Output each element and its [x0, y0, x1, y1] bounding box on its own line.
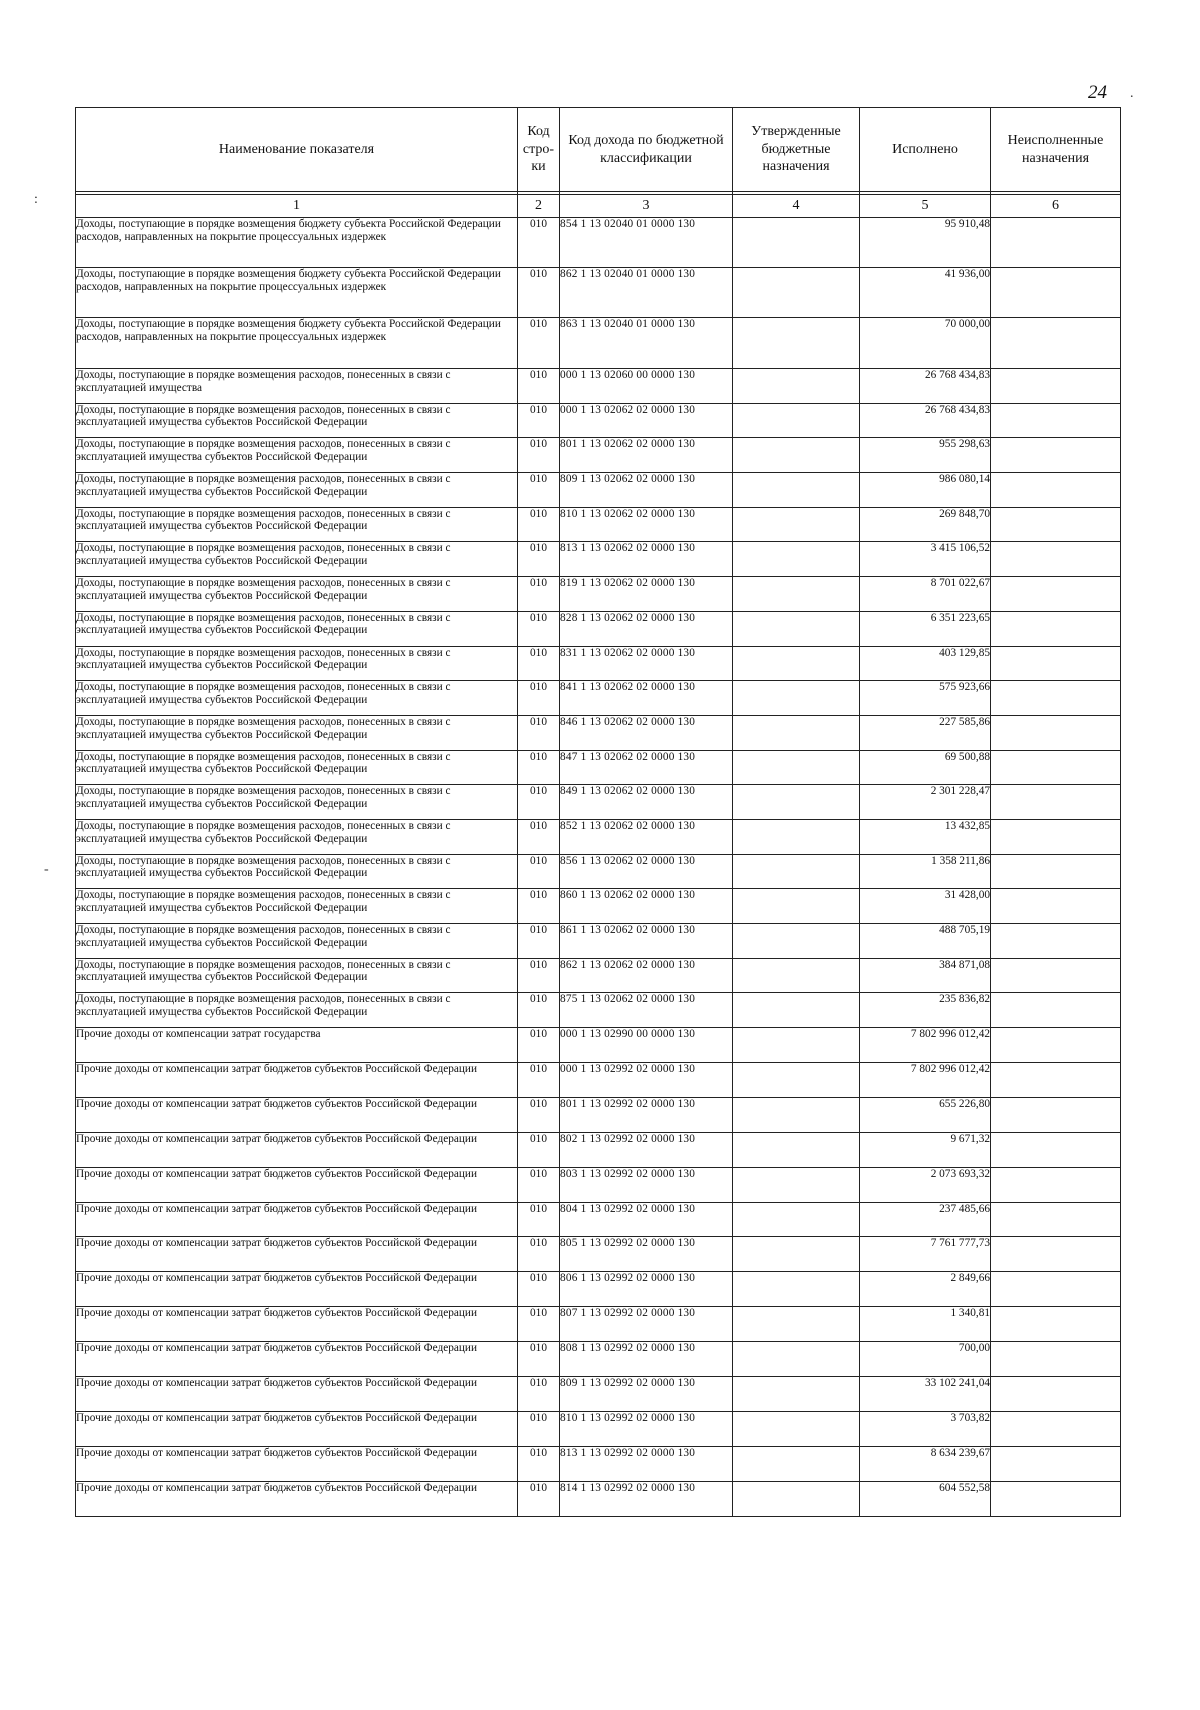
indicator-name-cell: Доходы, поступающие в порядке возмещения расходов, понесенных в связи с эксплуатацией имущества: [76, 369, 518, 404]
indicator-name-cell: Доходы, поступающие в порядке возмещения бюджету субъекта Российской Федерации расходов, направленных на покрытие процессуальных издержек: [76, 218, 518, 268]
income-code-cell: 828 1 13 02062 02 0000 130: [560, 611, 733, 646]
executed-cell: 26 768 434,83: [860, 403, 991, 438]
income-code-cell: 854 1 13 02040 01 0000 130: [560, 218, 733, 268]
approved-cell: [733, 369, 860, 404]
approved-cell: [733, 1446, 860, 1481]
executed-cell: 41 936,00: [860, 268, 991, 318]
indicator-name-cell: Доходы, поступающие в порядке возмещения расходов, понесенных в связи с эксплуатацией имущества субъектов Российской Федерации: [76, 473, 518, 508]
approved-cell: [733, 542, 860, 577]
line-code-cell: 010: [518, 854, 560, 889]
income-code-cell: 810 1 13 02062 02 0000 130: [560, 507, 733, 542]
column-headers: [76, 108, 1121, 192]
income-code-cell: 807 1 13 02992 02 0000 130: [560, 1307, 733, 1342]
table-row: [76, 993, 1121, 1028]
approved-cell: [733, 438, 860, 473]
unexecuted-cell: [991, 1376, 1121, 1411]
table-row: [76, 1307, 1121, 1342]
approved-cell: [733, 268, 860, 318]
executed-cell: 9 671,32: [860, 1132, 991, 1167]
unexecuted-cell: [991, 646, 1121, 681]
approved-cell: [733, 1376, 860, 1411]
income-code-cell: 000 1 13 02062 02 0000 130: [560, 403, 733, 438]
line-code-cell: 010: [518, 369, 560, 404]
executed-cell: 26 768 434,83: [860, 369, 991, 404]
income-code-cell: 860 1 13 02062 02 0000 130: [560, 889, 733, 924]
column-numbers: [76, 195, 1121, 218]
line-code-cell: 010: [518, 1481, 560, 1516]
unexecuted-cell: [991, 1307, 1121, 1342]
indicator-name-cell: Доходы, поступающие в порядке возмещения расходов, понесенных в связи с эксплуатацией имущества субъектов Российской Федерации: [76, 993, 518, 1028]
line-code-cell: 010: [518, 1237, 560, 1272]
executed-cell: 69 500,88: [860, 750, 991, 785]
indicator-name-cell: Прочие доходы от компенсации затрат бюджетов субъектов Российской Федерации: [76, 1446, 518, 1481]
unexecuted-cell: [991, 611, 1121, 646]
indicator-name-cell: Прочие доходы от компенсации затрат бюджетов субъектов Российской Федерации: [76, 1481, 518, 1516]
unexecuted-cell: [991, 1167, 1121, 1202]
income-code-cell: 813 1 13 02062 02 0000 130: [560, 542, 733, 577]
table-row: [76, 1376, 1121, 1411]
unexecuted-cell: [991, 715, 1121, 750]
table-row: [76, 1446, 1121, 1481]
executed-cell: 955 298,63: [860, 438, 991, 473]
executed-cell: 2 073 693,32: [860, 1167, 991, 1202]
table-row: [76, 1028, 1121, 1063]
executed-cell: 227 585,86: [860, 715, 991, 750]
unexecuted-cell: [991, 268, 1121, 318]
executed-cell: 269 848,70: [860, 507, 991, 542]
line-code-cell: 010: [518, 542, 560, 577]
table-row: [76, 646, 1121, 681]
executed-cell: 33 102 241,04: [860, 1376, 991, 1411]
executed-cell: 384 871,08: [860, 958, 991, 993]
line-code-cell: 010: [518, 1307, 560, 1342]
income-code-cell: 852 1 13 02062 02 0000 130: [560, 819, 733, 854]
table-row: [76, 1167, 1121, 1202]
table-row: [76, 611, 1121, 646]
approved-cell: [733, 1342, 860, 1377]
column-number: 2: [518, 195, 560, 218]
column-header-approved: Утвержденные бюджетные назначения: [733, 108, 860, 192]
indicator-name-cell: Прочие доходы от компенсации затрат бюджетов субъектов Российской Федерации: [76, 1376, 518, 1411]
approved-cell: [733, 1097, 860, 1132]
unexecuted-cell: [991, 1028, 1121, 1063]
unexecuted-cell: [991, 473, 1121, 508]
indicator-name-cell: Доходы, поступающие в порядке возмещения расходов, понесенных в связи с эксплуатацией имущества субъектов Российской Федерации: [76, 819, 518, 854]
line-code-cell: 010: [518, 438, 560, 473]
executed-cell: 235 836,82: [860, 993, 991, 1028]
executed-cell: 655 226,80: [860, 1097, 991, 1132]
approved-cell: [733, 1481, 860, 1516]
income-code-cell: 809 1 13 02062 02 0000 130: [560, 473, 733, 508]
executed-cell: 1 340,81: [860, 1307, 991, 1342]
line-code-cell: 010: [518, 268, 560, 318]
income-code-cell: 803 1 13 02992 02 0000 130: [560, 1167, 733, 1202]
approved-cell: [733, 1272, 860, 1307]
unexecuted-cell: [991, 403, 1121, 438]
column-header-income-code: Код дохода по бюджетной классификации: [560, 108, 733, 192]
line-code-cell: 010: [518, 1411, 560, 1446]
unexecuted-cell: [991, 889, 1121, 924]
executed-cell: 237 485,66: [860, 1202, 991, 1237]
indicator-name-cell: Прочие доходы от компенсации затрат бюджетов субъектов Российской Федерации: [76, 1062, 518, 1097]
approved-cell: [733, 1307, 860, 1342]
indicator-name-cell: Доходы, поступающие в порядке возмещения расходов, понесенных в связи с эксплуатацией имущества субъектов Российской Федерации: [76, 854, 518, 889]
income-code-cell: 841 1 13 02062 02 0000 130: [560, 681, 733, 716]
indicator-name-cell: Доходы, поступающие в порядке возмещения расходов, понесенных в связи с эксплуатацией имущества субъектов Российской Федерации: [76, 438, 518, 473]
executed-cell: 700,00: [860, 1342, 991, 1377]
indicator-name-cell: Доходы, поступающие в порядке возмещения расходов, понесенных в связи с эксплуатацией имущества субъектов Российской Федерации: [76, 611, 518, 646]
income-code-cell: 000 1 13 02060 00 0000 130: [560, 369, 733, 404]
table-row: [76, 318, 1121, 369]
line-code-cell: 010: [518, 958, 560, 993]
line-code-cell: 010: [518, 993, 560, 1028]
income-code-cell: 801 1 13 02062 02 0000 130: [560, 438, 733, 473]
income-code-cell: 801 1 13 02992 02 0000 130: [560, 1097, 733, 1132]
unexecuted-cell: [991, 218, 1121, 268]
indicator-name-cell: Прочие доходы от компенсации затрат бюджетов субъектов Российской Федерации: [76, 1411, 518, 1446]
executed-cell: 488 705,19: [860, 924, 991, 959]
line-code-cell: 010: [518, 1202, 560, 1237]
executed-cell: 7 761 777,73: [860, 1237, 991, 1272]
line-code-cell: 010: [518, 1272, 560, 1307]
table-row: [76, 1097, 1121, 1132]
unexecuted-cell: [991, 318, 1121, 369]
indicator-name-cell: Доходы, поступающие в порядке возмещения бюджету субъекта Российской Федерации расходов, направленных на покрытие процессуальных издержек: [76, 318, 518, 369]
table-row: [76, 577, 1121, 612]
line-code-cell: 010: [518, 785, 560, 820]
line-code-cell: 010: [518, 318, 560, 369]
approved-cell: [733, 924, 860, 959]
approved-cell: [733, 785, 860, 820]
executed-cell: 7 802 996 012,42: [860, 1062, 991, 1097]
income-code-cell: 862 1 13 02062 02 0000 130: [560, 958, 733, 993]
margin-mark: :: [34, 192, 38, 207]
indicator-name-cell: Доходы, поступающие в порядке возмещения бюджету субъекта Российской Федерации расходов, направленных на покрытие процессуальных издержек: [76, 268, 518, 318]
indicator-name-cell: Доходы, поступающие в порядке возмещения расходов, понесенных в связи с эксплуатацией имущества субъектов Российской Федерации: [76, 785, 518, 820]
unexecuted-cell: [991, 577, 1121, 612]
table-row: [76, 403, 1121, 438]
line-code-cell: 010: [518, 1132, 560, 1167]
line-code-cell: 010: [518, 924, 560, 959]
table-row: [76, 1202, 1121, 1237]
income-code-cell: 831 1 13 02062 02 0000 130: [560, 646, 733, 681]
line-code-cell: 010: [518, 1028, 560, 1063]
approved-cell: [733, 1237, 860, 1272]
unexecuted-cell: [991, 681, 1121, 716]
executed-cell: 575 923,66: [860, 681, 991, 716]
executed-cell: 2 301 228,47: [860, 785, 991, 820]
approved-cell: [733, 1132, 860, 1167]
approved-cell: [733, 819, 860, 854]
executed-cell: 3 703,82: [860, 1411, 991, 1446]
line-code-cell: 010: [518, 646, 560, 681]
indicator-name-cell: Доходы, поступающие в порядке возмещения расходов, понесенных в связи с эксплуатацией имущества субъектов Российской Федерации: [76, 403, 518, 438]
executed-cell: 2 849,66: [860, 1272, 991, 1307]
table-row: [76, 1062, 1121, 1097]
line-code-cell: 010: [518, 1167, 560, 1202]
table-row: [76, 854, 1121, 889]
line-code-cell: 010: [518, 1342, 560, 1377]
income-code-cell: 808 1 13 02992 02 0000 130: [560, 1342, 733, 1377]
approved-cell: [733, 218, 860, 268]
table-row: [76, 1411, 1121, 1446]
unexecuted-cell: [991, 819, 1121, 854]
table-row: [76, 438, 1121, 473]
unexecuted-cell: [991, 1481, 1121, 1516]
income-code-cell: 813 1 13 02992 02 0000 130: [560, 1446, 733, 1481]
income-code-cell: 802 1 13 02992 02 0000 130: [560, 1132, 733, 1167]
executed-cell: 986 080,14: [860, 473, 991, 508]
line-code-cell: 010: [518, 507, 560, 542]
table-row: [76, 1237, 1121, 1272]
table-body: [76, 218, 1121, 1517]
approved-cell: [733, 646, 860, 681]
column-number: 5: [860, 195, 991, 218]
table-row: [76, 473, 1121, 508]
income-code-cell: 862 1 13 02040 01 0000 130: [560, 268, 733, 318]
executed-cell: 403 129,85: [860, 646, 991, 681]
line-code-cell: 010: [518, 473, 560, 508]
table-row: [76, 1342, 1121, 1377]
income-code-cell: 809 1 13 02992 02 0000 130: [560, 1376, 733, 1411]
income-code-cell: 805 1 13 02992 02 0000 130: [560, 1237, 733, 1272]
indicator-name-cell: Прочие доходы от компенсации затрат государства: [76, 1028, 518, 1063]
approved-cell: [733, 577, 860, 612]
indicator-name-cell: Прочие доходы от компенсации затрат бюджетов субъектов Российской Федерации: [76, 1132, 518, 1167]
unexecuted-cell: [991, 785, 1121, 820]
indicator-name-cell: Доходы, поступающие в порядке возмещения расходов, понесенных в связи с эксплуатацией имущества субъектов Российской Федерации: [76, 507, 518, 542]
unexecuted-cell: [991, 1097, 1121, 1132]
income-code-cell: 000 1 13 02992 02 0000 130: [560, 1062, 733, 1097]
table-row: [76, 1272, 1121, 1307]
executed-cell: 604 552,58: [860, 1481, 991, 1516]
line-code-cell: 010: [518, 681, 560, 716]
column-header-name: Наименование показателя: [76, 108, 518, 192]
approved-cell: [733, 473, 860, 508]
line-code-cell: 010: [518, 403, 560, 438]
income-code-cell: 810 1 13 02992 02 0000 130: [560, 1411, 733, 1446]
indicator-name-cell: Прочие доходы от компенсации затрат бюджетов субъектов Российской Федерации: [76, 1307, 518, 1342]
table-row: [76, 1132, 1121, 1167]
page-number: 24: [1088, 82, 1107, 103]
indicator-name-cell: Прочие доходы от компенсации затрат бюджетов субъектов Российской Федерации: [76, 1237, 518, 1272]
table-row: [76, 750, 1121, 785]
margin-mark: .: [1130, 86, 1134, 101]
table-row: [76, 715, 1121, 750]
income-code-cell: 849 1 13 02062 02 0000 130: [560, 785, 733, 820]
income-code-cell: 861 1 13 02062 02 0000 130: [560, 924, 733, 959]
approved-cell: [733, 1167, 860, 1202]
column-number: 4: [733, 195, 860, 218]
column-header-executed: Исполнено: [860, 108, 991, 192]
indicator-name-cell: Прочие доходы от компенсации затрат бюджетов субъектов Российской Федерации: [76, 1167, 518, 1202]
column-header-line-code: Код стро-ки: [518, 108, 560, 192]
line-code-cell: 010: [518, 1446, 560, 1481]
table-row: [76, 681, 1121, 716]
indicator-name-cell: Доходы, поступающие в порядке возмещения расходов, понесенных в связи с эксплуатацией имущества субъектов Российской Федерации: [76, 924, 518, 959]
unexecuted-cell: [991, 1272, 1121, 1307]
executed-cell: 95 910,48: [860, 218, 991, 268]
executed-cell: 70 000,00: [860, 318, 991, 369]
budget-execution-table: [75, 107, 1121, 1517]
column-header-unexecuted: Неисполненные назначения: [991, 108, 1121, 192]
unexecuted-cell: [991, 1411, 1121, 1446]
income-code-cell: 856 1 13 02062 02 0000 130: [560, 854, 733, 889]
unexecuted-cell: [991, 750, 1121, 785]
table-row: [76, 507, 1121, 542]
table-row: [76, 218, 1121, 268]
line-code-cell: 010: [518, 611, 560, 646]
income-code-cell: 847 1 13 02062 02 0000 130: [560, 750, 733, 785]
line-code-cell: 010: [518, 218, 560, 268]
indicator-name-cell: Доходы, поступающие в порядке возмещения расходов, понесенных в связи с эксплуатацией имущества субъектов Российской Федерации: [76, 889, 518, 924]
table-row: [76, 1481, 1121, 1516]
column-number: 3: [560, 195, 733, 218]
income-code-cell: 863 1 13 02040 01 0000 130: [560, 318, 733, 369]
approved-cell: [733, 1062, 860, 1097]
column-number: 1: [76, 195, 518, 218]
income-code-cell: 819 1 13 02062 02 0000 130: [560, 577, 733, 612]
unexecuted-cell: [991, 1342, 1121, 1377]
approved-cell: [733, 750, 860, 785]
approved-cell: [733, 507, 860, 542]
line-code-cell: 010: [518, 819, 560, 854]
approved-cell: [733, 1028, 860, 1063]
approved-cell: [733, 1202, 860, 1237]
indicator-name-cell: Доходы, поступающие в порядке возмещения расходов, понесенных в связи с эксплуатацией имущества субъектов Российской Федерации: [76, 542, 518, 577]
income-code-cell: 846 1 13 02062 02 0000 130: [560, 715, 733, 750]
unexecuted-cell: [991, 854, 1121, 889]
approved-cell: [733, 611, 860, 646]
approved-cell: [733, 854, 860, 889]
unexecuted-cell: [991, 924, 1121, 959]
indicator-name-cell: Прочие доходы от компенсации затрат бюджетов субъектов Российской Федерации: [76, 1097, 518, 1132]
income-code-cell: 814 1 13 02992 02 0000 130: [560, 1481, 733, 1516]
unexecuted-cell: [991, 1446, 1121, 1481]
indicator-name-cell: Прочие доходы от компенсации затрат бюджетов субъектов Российской Федерации: [76, 1202, 518, 1237]
executed-cell: 8 701 022,67: [860, 577, 991, 612]
line-code-cell: 010: [518, 1376, 560, 1411]
column-number: 6: [991, 195, 1121, 218]
approved-cell: [733, 318, 860, 369]
income-code-cell: 804 1 13 02992 02 0000 130: [560, 1202, 733, 1237]
unexecuted-cell: [991, 369, 1121, 404]
income-code-cell: 000 1 13 02990 00 0000 130: [560, 1028, 733, 1063]
line-code-cell: 010: [518, 889, 560, 924]
executed-cell: 7 802 996 012,42: [860, 1028, 991, 1063]
line-code-cell: 010: [518, 577, 560, 612]
income-code-cell: 806 1 13 02992 02 0000 130: [560, 1272, 733, 1307]
approved-cell: [733, 681, 860, 716]
approved-cell: [733, 993, 860, 1028]
indicator-name-cell: Доходы, поступающие в порядке возмещения расходов, понесенных в связи с эксплуатацией имущества субъектов Российской Федерации: [76, 646, 518, 681]
executed-cell: 3 415 106,52: [860, 542, 991, 577]
executed-cell: 13 432,85: [860, 819, 991, 854]
unexecuted-cell: [991, 542, 1121, 577]
table-row: [76, 268, 1121, 318]
approved-cell: [733, 1411, 860, 1446]
approved-cell: [733, 889, 860, 924]
indicator-name-cell: Прочие доходы от компенсации затрат бюджетов субъектов Российской Федерации: [76, 1272, 518, 1307]
table-row: [76, 785, 1121, 820]
line-code-cell: 010: [518, 750, 560, 785]
approved-cell: [733, 403, 860, 438]
unexecuted-cell: [991, 1202, 1121, 1237]
approved-cell: [733, 958, 860, 993]
table-row: [76, 958, 1121, 993]
table-row: [76, 889, 1121, 924]
table-row: [76, 369, 1121, 404]
income-code-cell: 875 1 13 02062 02 0000 130: [560, 993, 733, 1028]
indicator-name-cell: Доходы, поступающие в порядке возмещения расходов, понесенных в связи с эксплуатацией имущества субъектов Российской Федерации: [76, 750, 518, 785]
indicator-name-cell: Прочие доходы от компенсации затрат бюджетов субъектов Российской Федерации: [76, 1342, 518, 1377]
unexecuted-cell: [991, 438, 1121, 473]
unexecuted-cell: [991, 1237, 1121, 1272]
table-row: [76, 542, 1121, 577]
line-code-cell: 010: [518, 1097, 560, 1132]
executed-cell: 1 358 211,86: [860, 854, 991, 889]
unexecuted-cell: [991, 507, 1121, 542]
indicator-name-cell: Доходы, поступающие в порядке возмещения расходов, понесенных в связи с эксплуатацией имущества субъектов Российской Федерации: [76, 958, 518, 993]
unexecuted-cell: [991, 1062, 1121, 1097]
indicator-name-cell: Доходы, поступающие в порядке возмещения расходов, понесенных в связи с эксплуатацией имущества субъектов Российской Федерации: [76, 715, 518, 750]
executed-cell: 6 351 223,65: [860, 611, 991, 646]
executed-cell: 31 428,00: [860, 889, 991, 924]
table-row: [76, 924, 1121, 959]
line-code-cell: 010: [518, 715, 560, 750]
executed-cell: 8 634 239,67: [860, 1446, 991, 1481]
table-row: [76, 819, 1121, 854]
unexecuted-cell: [991, 958, 1121, 993]
line-code-cell: 010: [518, 1062, 560, 1097]
margin-mark: -: [44, 862, 49, 877]
indicator-name-cell: Доходы, поступающие в порядке возмещения расходов, понесенных в связи с эксплуатацией имущества субъектов Российской Федерации: [76, 681, 518, 716]
approved-cell: [733, 715, 860, 750]
unexecuted-cell: [991, 1132, 1121, 1167]
indicator-name-cell: Доходы, поступающие в порядке возмещения расходов, понесенных в связи с эксплуатацией имущества субъектов Российской Федерации: [76, 577, 518, 612]
unexecuted-cell: [991, 993, 1121, 1028]
